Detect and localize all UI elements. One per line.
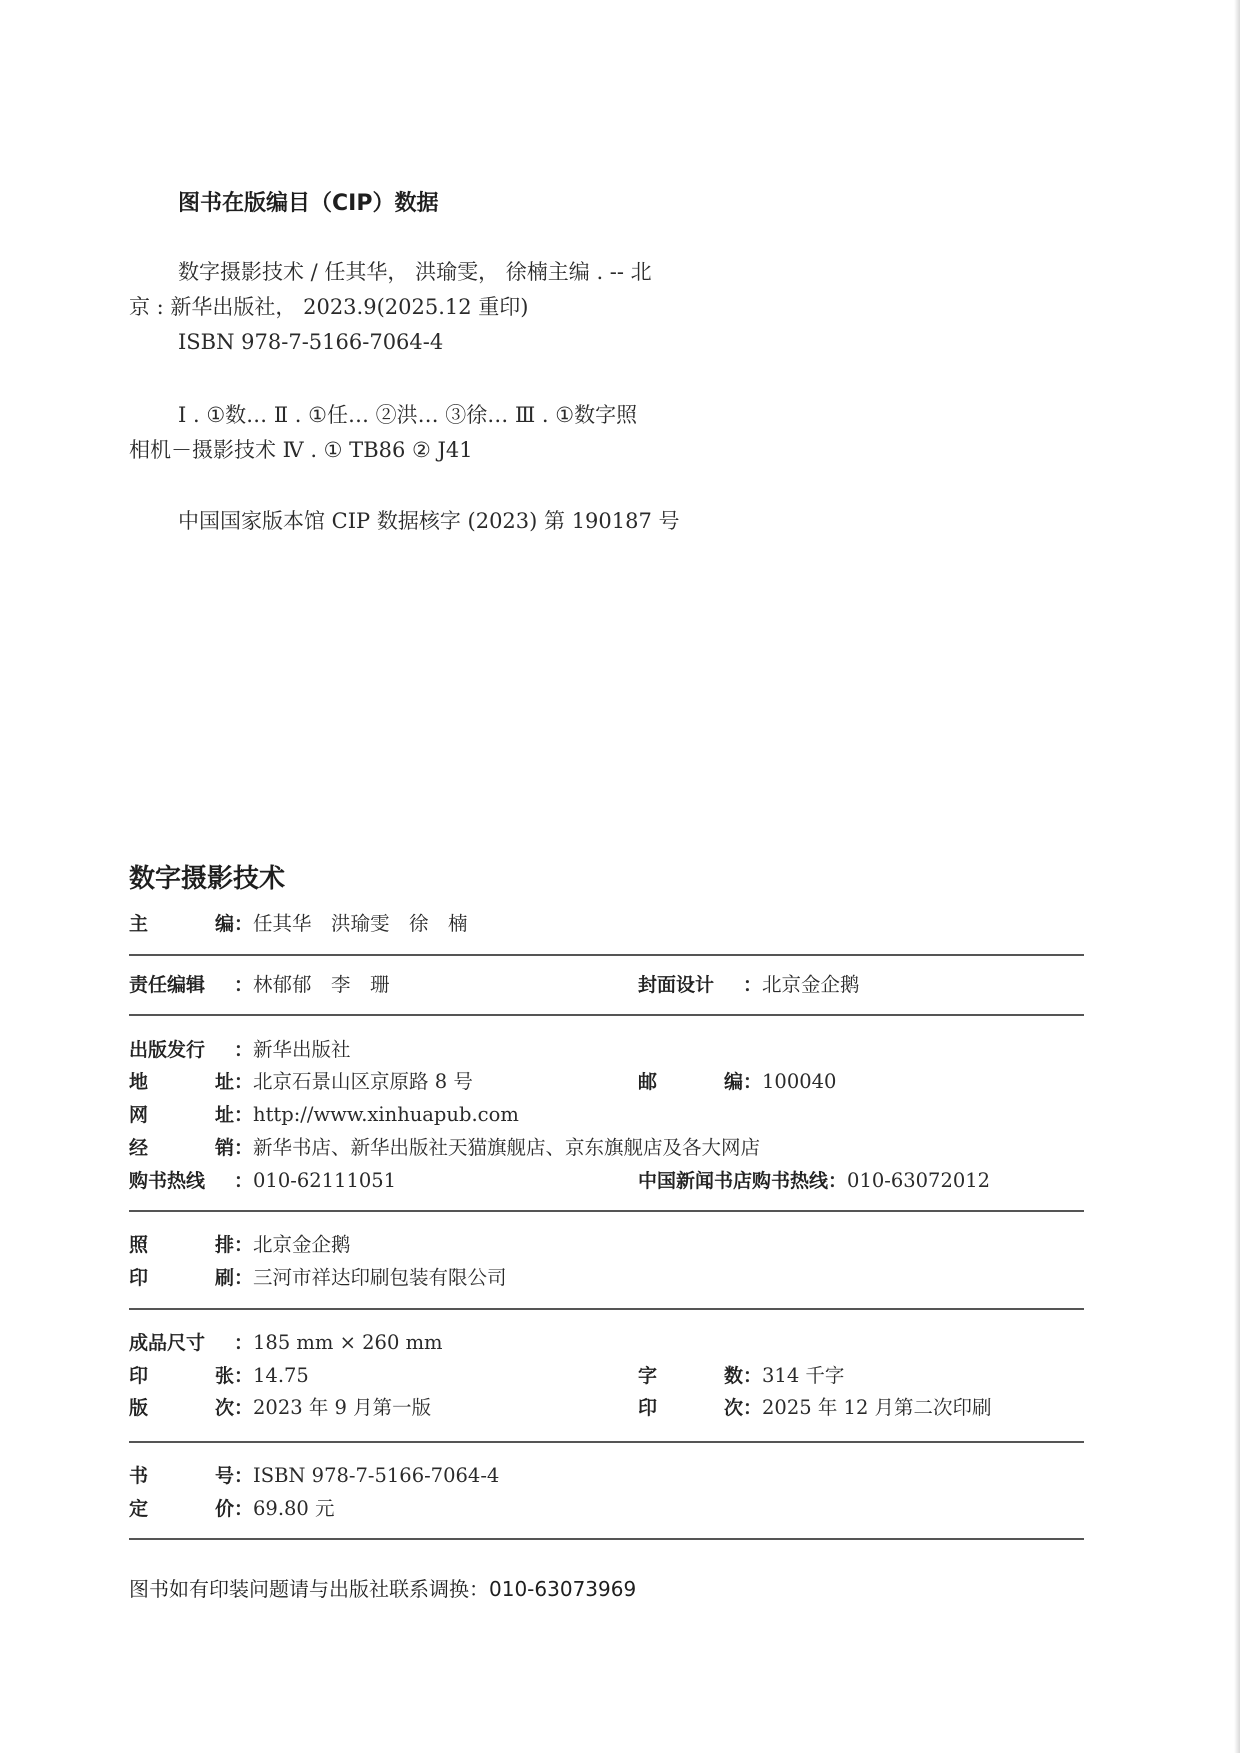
divider-1: [129, 954, 1084, 956]
label-sheets: 印张: [129, 1365, 234, 1387]
row-edition: 版次：2023 年 9 月第一版: [129, 1393, 431, 1423]
divider-3: [129, 1210, 1084, 1212]
row-size: 成品尺寸 ：185 mm × 260 mm: [129, 1328, 443, 1358]
row-printing: 印刷：三河市祥达印刷包装有限公司: [129, 1263, 507, 1293]
label-impression: 印次: [638, 1397, 743, 1419]
label-address: 地址: [129, 1071, 234, 1093]
book-title: 数字摄影技术: [129, 864, 286, 894]
label-postcode: 邮编: [638, 1071, 743, 1093]
cip-classification: [129, 398, 637, 468]
page-edge-shadow: [1234, 0, 1240, 1753]
row-price: 定价：69.80 元: [129, 1494, 335, 1524]
label-edition: 版次: [129, 1397, 234, 1419]
divider-5: [129, 1441, 1084, 1443]
label-typesetting: 照排: [129, 1234, 234, 1256]
divider-2: [129, 1014, 1084, 1016]
row-postcode: 邮编：100040: [638, 1067, 836, 1097]
label-price: 定价: [129, 1498, 234, 1520]
cip-catalog-number: [129, 504, 680, 539]
label-hotline: 购书热线: [129, 1170, 206, 1192]
value-word-count: 314 千字: [762, 1364, 845, 1387]
cip-record-line-1: 数字摄影技术 / 任其华， 洪瑜雯， 徐楠主编 . -- 北: [178, 260, 652, 284]
value-impression: 2025 年 12 月第二次印刷: [762, 1396, 992, 1419]
row-sheets: 印张：14.75: [129, 1361, 309, 1391]
label-website: 网址: [129, 1104, 234, 1126]
value-responsible-editor: 林郁郁 李 珊: [253, 973, 390, 996]
footer-note: 图书如有印装问题请与出版社联系调换：010-63073969: [129, 1577, 637, 1601]
value-printing: 三河市祥达印刷包装有限公司: [253, 1266, 507, 1289]
row-cover-design: 封面设计 ：北京金企鹅: [638, 970, 860, 1000]
row-publisher: 出版发行 ：新华出版社: [129, 1035, 351, 1065]
value-news-hotline: 010-63072012: [847, 1169, 991, 1192]
row-typesetting: 照排：北京金企鹅: [129, 1230, 351, 1260]
divider-6: [129, 1538, 1084, 1540]
value-size: 185 mm × 260 mm: [253, 1331, 443, 1354]
label-book-number: 书号: [129, 1465, 234, 1487]
row-address: 地址：北京石景山区京原路 8 号: [129, 1067, 473, 1097]
cip-catalog-line: 中国国家版本馆 CIP 数据核字 (2023) 第 190187 号: [178, 509, 680, 533]
value-sheets: 14.75: [253, 1364, 309, 1387]
label-editors: 主编: [129, 913, 234, 935]
value-edition: 2023 年 9 月第一版: [253, 1396, 432, 1419]
value-website: http://www.xinhuapub.com: [253, 1103, 519, 1126]
value-price: 69.80 元: [253, 1497, 335, 1520]
cip-record: [129, 255, 652, 360]
cip-class-line-1: Ⅰ . ①数… Ⅱ . ①任… ②洪… ③徐… Ⅲ . ①数字照: [178, 403, 638, 427]
label-printing: 印刷: [129, 1267, 234, 1289]
cip-record-line-2: 京 : 新华出版社， 2023.9(2025.12 重印): [129, 295, 529, 319]
row-responsible-editor: 责任编辑 ：林郁郁 李 珊: [129, 970, 390, 1000]
value-postcode: 100040: [762, 1070, 837, 1093]
row-hotline: 购书热线 ：010-62111051: [129, 1166, 396, 1196]
value-book-number: ISBN 978-7-5166-7064-4: [253, 1464, 500, 1487]
divider-4: [129, 1308, 1084, 1310]
row-editors: 主编：任其华 洪瑜雯 徐 楠: [129, 909, 468, 939]
value-typesetting: 北京金企鹅: [253, 1233, 351, 1256]
row-website: 网址：http://www.xinhuapub.com: [129, 1100, 519, 1130]
row-book-number: 书号：ISBN 978-7-5166-7064-4: [129, 1461, 499, 1491]
row-distribution: 经销：新华书店、新华出版社天猫旗舰店、京东旗舰店及各大网店: [129, 1133, 760, 1163]
value-publisher: 新华出版社: [253, 1038, 351, 1061]
cip-heading: 图书在版编目（CIP）数据: [178, 191, 439, 216]
label-size: 成品尺寸: [129, 1332, 206, 1354]
row-word-count: 字数：314 千字: [638, 1361, 844, 1391]
value-editors: 任其华 洪瑜雯 徐 楠: [253, 912, 468, 935]
label-news-hotline: 中国新闻书店购书热线: [638, 1170, 829, 1192]
value-address: 北京石景山区京原路 8 号: [253, 1070, 473, 1093]
cip-class-line-2: 相机－摄影技术 Ⅳ . ① TB86 ② J41: [129, 438, 473, 462]
label-cover-design: 封面设计: [638, 974, 715, 996]
cip-isbn: ISBN 978-7-5166-7064-4: [178, 330, 444, 354]
label-responsible-editor: 责任编辑: [129, 974, 206, 996]
row-impression: 印次：2025 年 12 月第二次印刷: [638, 1393, 992, 1423]
value-hotline: 010-62111051: [253, 1169, 397, 1192]
label-publisher: 出版发行: [129, 1039, 206, 1061]
value-cover-design: 北京金企鹅: [762, 973, 860, 996]
row-news-hotline: 中国新闻书店购书热线：010-63072012: [638, 1166, 990, 1196]
value-distribution: 新华书店、新华出版社天猫旗舰店、京东旗舰店及各大网店: [253, 1136, 761, 1159]
label-distribution: 经销: [129, 1137, 234, 1159]
label-word-count: 字数: [638, 1365, 743, 1387]
